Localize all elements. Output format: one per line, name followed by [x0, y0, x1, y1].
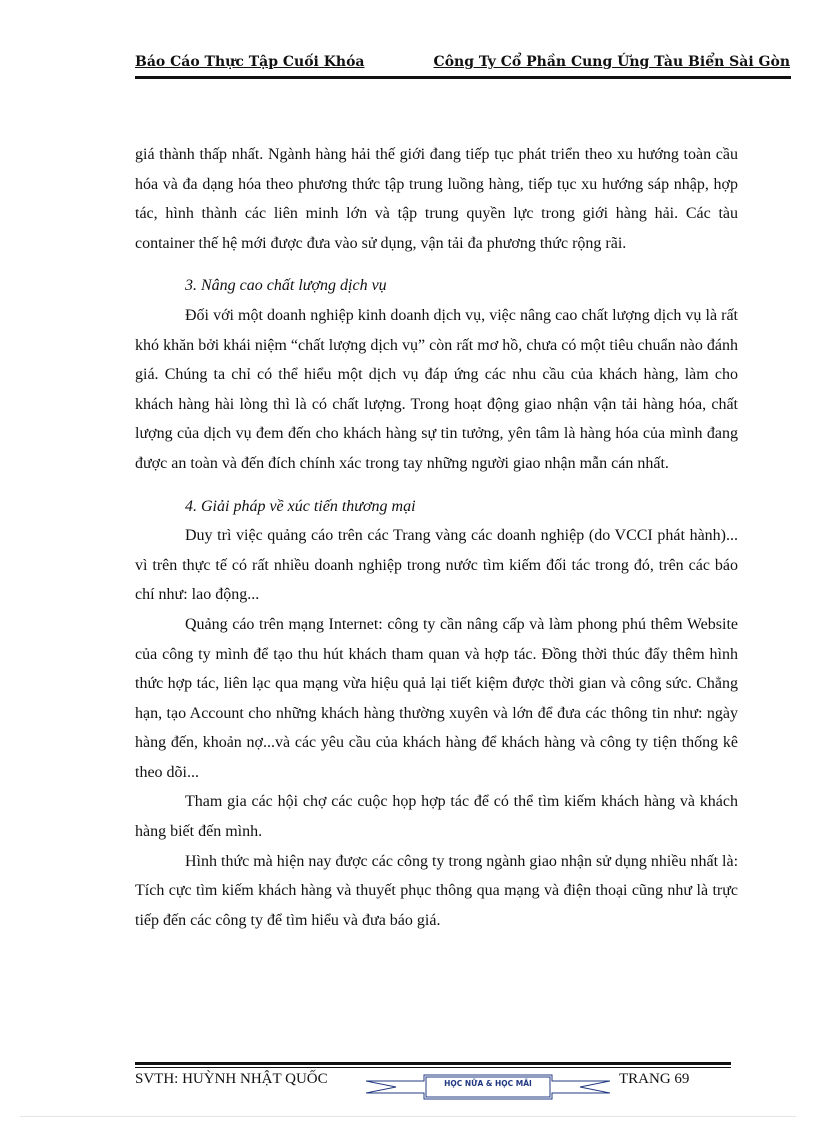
paragraph-common-methods: Hình thức mà hiện nay được các công ty trong ngành giao nhận sử dụng nhiều nhất là: Tích cực tìm kiếm khách hàng và thuyết phục thông qua mạng và điện thoại cũng như là trực tiếp đến các công ty để tìm hiểu và đưa báo giá.	[135, 852, 739, 929]
paragraph-intro: giá thành thấp nhất. Ngành hàng hải thế giới đang tiếp tục phát triển theo xu hướng toàn cầu hóa và đa dạng hóa theo phương thức tập trung luồng hàng, tiếp tục xu hướng sáp nhập, hợp tác, hình thành các liên minh lớn và tập trung quyền lực trong giới hàng hải. Các tàu container thế hệ mới được đưa vào sử dụng, vận tải đa phương thức rộng rãi.	[135, 146, 738, 252]
motto-banner	[366, 1072, 610, 1102]
footer-student-name: SVTH: HUỲNH NHẬT QUỐC	[135, 1071, 328, 1087]
paragraph-service-quality: Đối với một doanh nghiệp kinh doanh dịch vụ, việc nâng cao chất lượng dịch vụ là rất khó khăn bởi khái niệm “chất lượng dịch vụ” còn rất mơ hồ, chưa có một tiêu chuẩn nào đánh giá. Chúng ta chỉ có thể hiểu một dịch vụ đáp ứng các nhu cầu của khách hàng, làm cho khách hàng hài lòng thì là có chất lượng. Trong hoạt động giao nhận vận tải hàng hóa, chất lượng của dịch vụ đem đến cho khách hàng sự tin tưởng, yên tâm là hàng hóa của mình đang được an toàn và đến đích chính xác trong tay những người giao nhận mẫn cán nhất.	[135, 306, 738, 472]
header-company-name: Công Ty Cổ Phần Cung Ứng Tàu Biển Sài Gòn	[433, 54, 790, 70]
paragraph-trade-fairs: Tham gia các hội chợ các cuộc họp hợp tác để có thể tìm kiếm khách hàng và khách hàng biết đến mình.	[135, 793, 738, 841]
page-number: TRANG 69	[619, 1071, 690, 1087]
footer-divider-thick	[135, 1062, 731, 1065]
paragraph-yellow-pages: Duy trì việc quảng cáo trên các Trang vàng các doanh nghiệp (do VCCI phát hành)... vì trên thực tế có rất nhiều doanh nghiệp trong nước tìm kiếm đối tác trong đó, trên các báo chí như: lao động...	[135, 527, 738, 604]
page-edge-shadow	[20, 1116, 796, 1117]
footer-divider-thin	[135, 1067, 731, 1068]
section-heading-4: 4. Giải pháp về xúc tiến thương mại	[185, 497, 416, 515]
motto-text: HỌC NỮA & HỌC MÃI	[444, 1079, 532, 1088]
header-report-title: Báo Cáo Thực Tập Cuối Khóa	[135, 54, 365, 70]
header-divider	[135, 76, 791, 79]
page-header	[135, 54, 790, 76]
section-heading-3: 3. Nâng cao chất lượng dịch vụ	[185, 277, 387, 295]
document-body	[135, 140, 738, 935]
paragraph-internet-ads: Quảng cáo trên mạng Internet: công ty cần nâng cấp và làm phong phú thêm Website của công ty mình để tạo thu hút khách tham quan và hợp tác. Đồng thời thúc đẩy thêm hình thức hợp tác, liên lạc qua mạng vừa hiệu quả lại tiết kiệm được thời gian và công sức. Chẳng hạn, tạo Account cho những khách hàng thường xuyên và lớn để đưa các thông tin như: ngày hàng đến, khoản nợ...và các yêu cầu của khách hàng để khách hàng và công ty tiện thống kê theo dõi...	[135, 615, 738, 781]
